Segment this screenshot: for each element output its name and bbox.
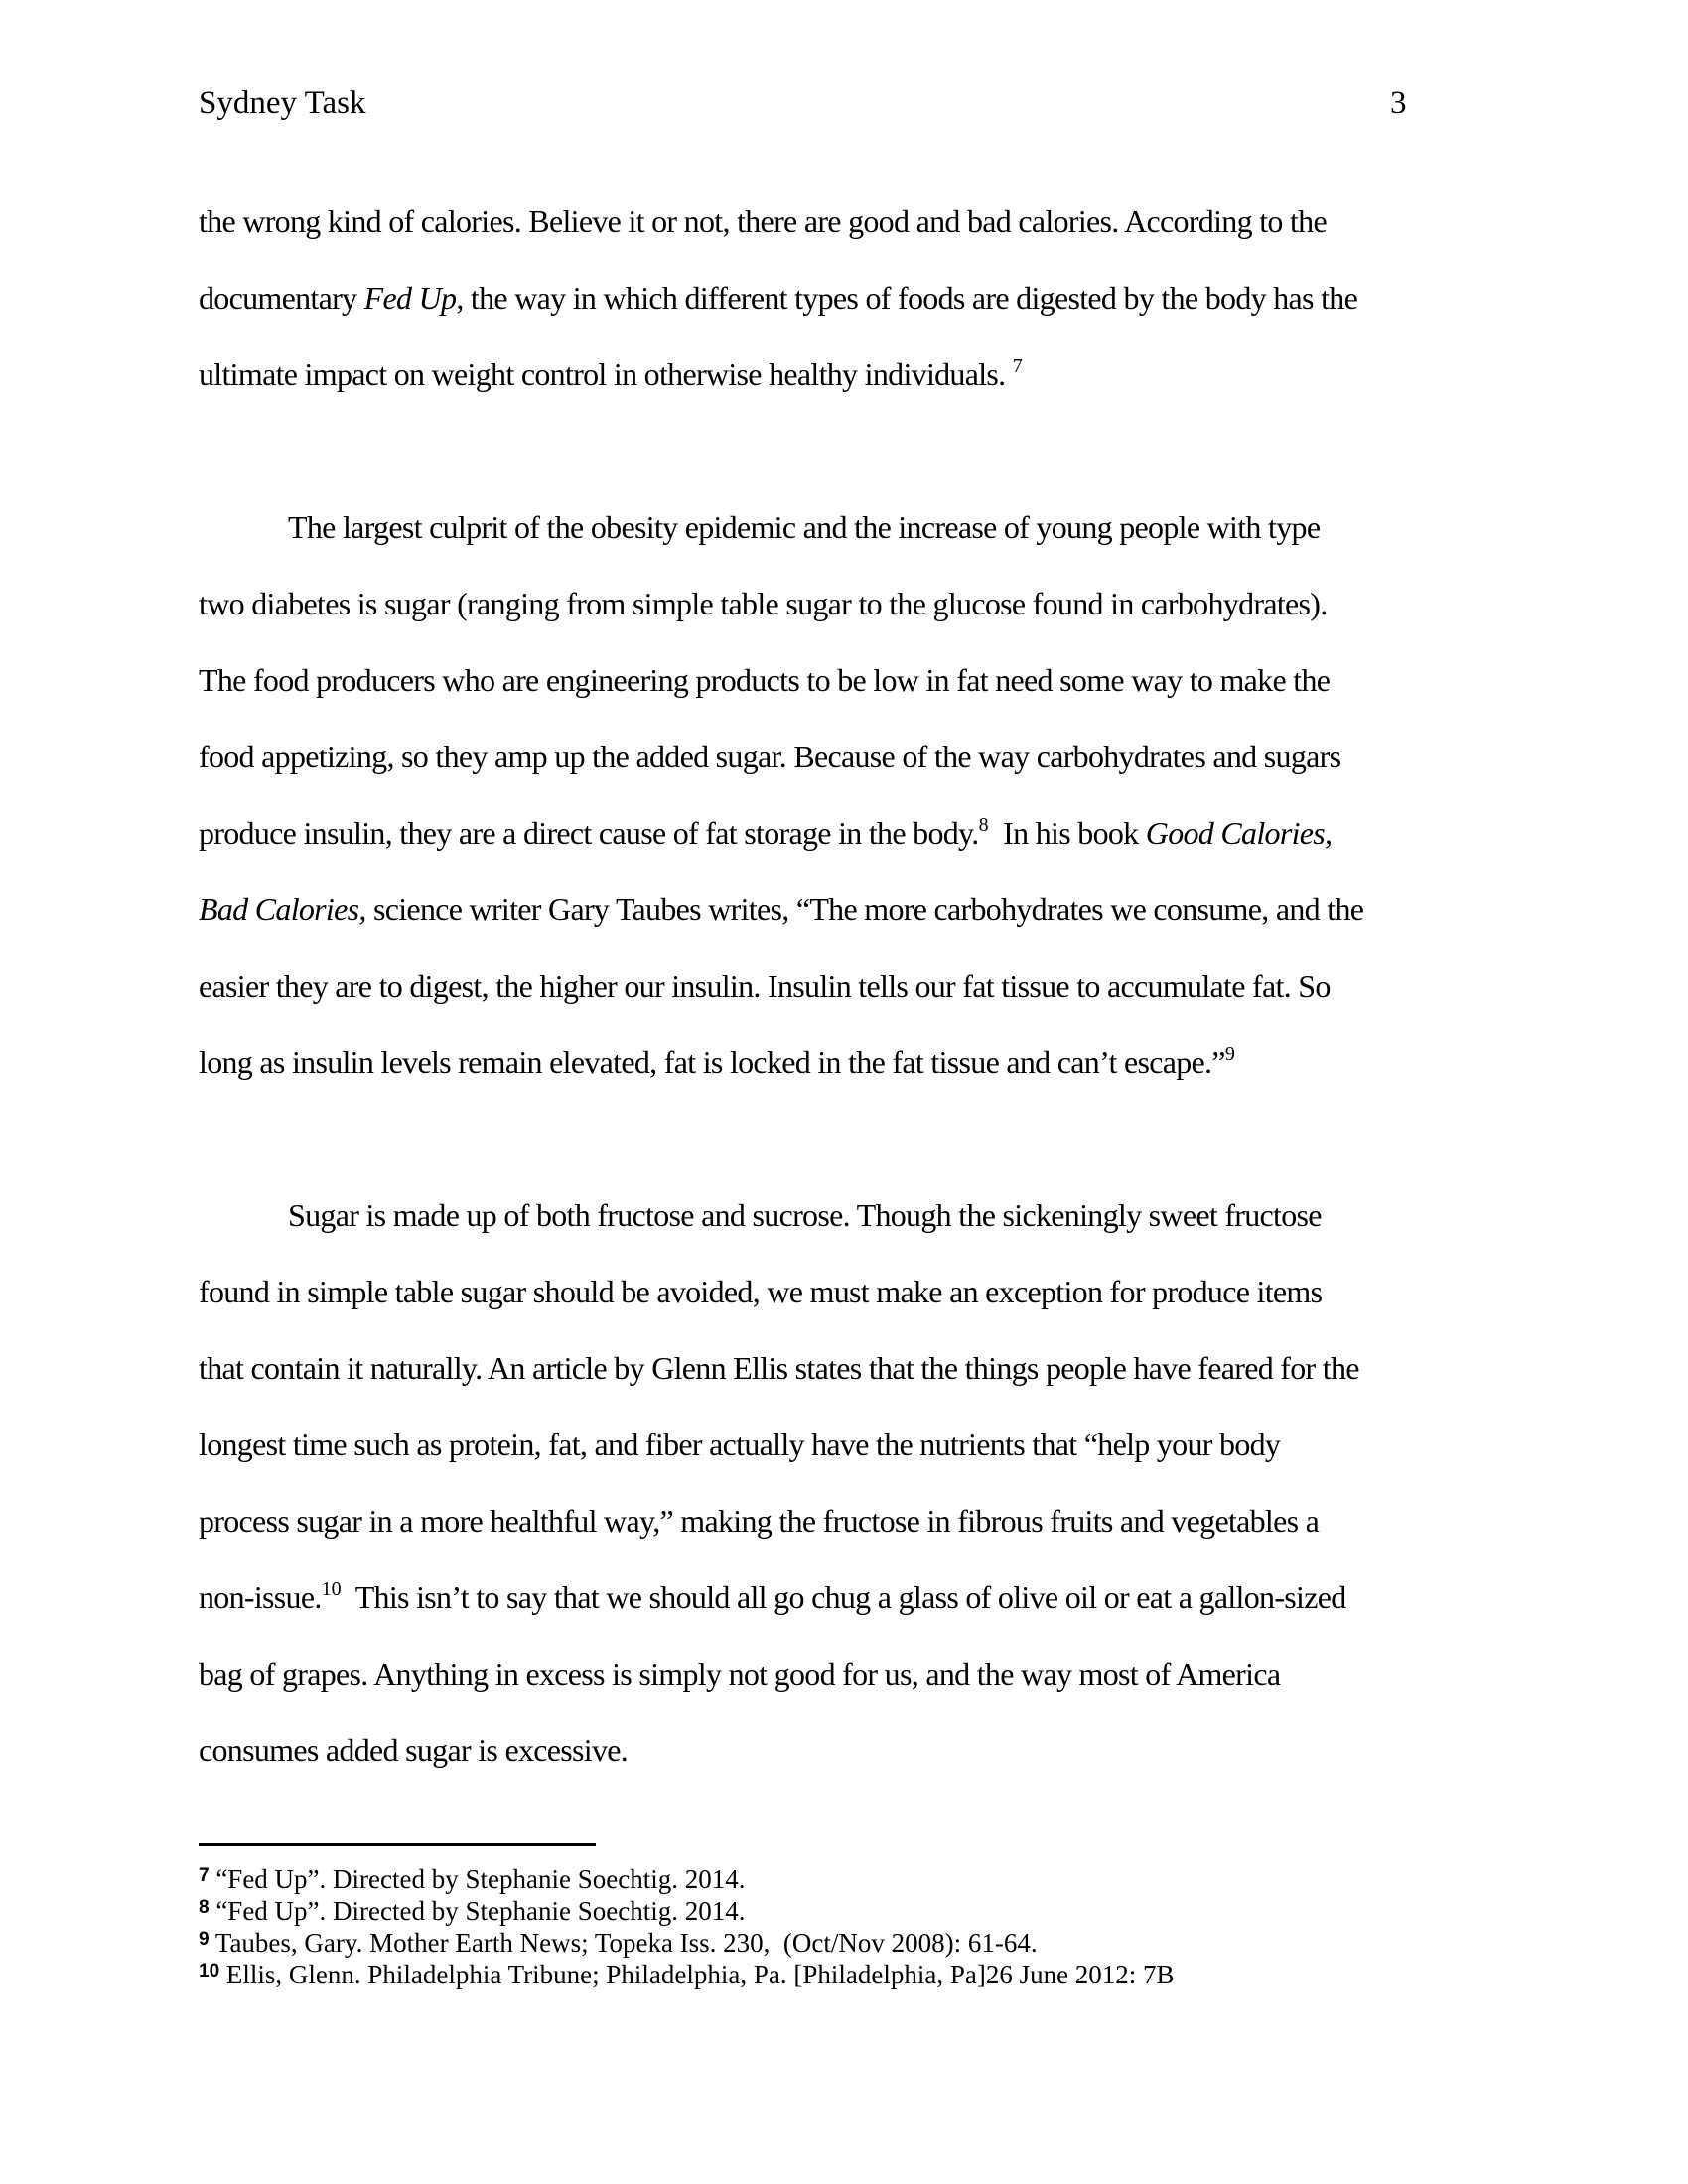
- text-segment: science writer Gary Taubes writes, “The more carbohydrates we consume, and the: [365, 891, 1364, 927]
- text-segment: In his book: [988, 815, 1146, 851]
- text-line: [199, 1483, 1499, 1560]
- italic-text-segment: Good Calories,: [1145, 815, 1333, 851]
- footnote-number: 8: [199, 1897, 210, 1918]
- paragraph-3: [199, 1177, 1499, 1789]
- text-segment: The food producers who are engineering products to be low in fat need some way to make the: [199, 662, 1331, 698]
- text-segment: longest time such as protein, fat, and fiber actually have the nutrients that “help your body: [199, 1427, 1281, 1462]
- text-segment: , the way in which different types of foods are digested by the body has the: [456, 280, 1358, 316]
- text-segment: the wrong kind of calories. Believe it or not, there are good and bad calories. According to the: [199, 204, 1327, 239]
- text-line: [199, 1636, 1499, 1712]
- text-line: [199, 1330, 1499, 1407]
- footnote-10: $^{10}$ Ellis, Glenn. Philadelphia Tribune; Philadelphia, Pa. [Philadelphia, Pa]26 June 2012: 7B: [199, 1960, 1175, 1989]
- text-segment: process sugar in a more healthful way,” making the fructose in fibrous fruits and vegetables a: [199, 1503, 1320, 1539]
- text-segment: This isn’t to say that we should all go chug a glass of olive oil or eat a gallon-sized: [341, 1579, 1346, 1615]
- text-line: [199, 489, 1499, 566]
- text-segment: ultimate impact on weight control in otherwise healthy individuals.: [199, 356, 1013, 392]
- text-segment: consumes added sugar is excessive.: [199, 1732, 629, 1768]
- italic-text-segment: Bad Calories,: [199, 891, 366, 927]
- text-line: [199, 260, 1499, 337]
- italic-text-segment: Fed Up: [363, 280, 457, 316]
- text-segment: long as insulin levels remain elevated, fat is locked in the fat tissue and can’t escape.”: [199, 1044, 1225, 1080]
- text-line: [199, 1254, 1499, 1330]
- footnote-9: $^9$ Taubes, Gary. Mother Earth News; Topeka Iss. 230, (Oct/Nov 2008): 61-64.: [199, 1928, 1038, 1958]
- text-segment: that contain it naturally. An article by Glenn Ellis states that the things people have feared for the: [199, 1350, 1359, 1386]
- footnote-number: 10: [199, 1961, 220, 1981]
- text-segment: The largest culprit of the obesity epidemic and the increase of young people with type: [288, 509, 1321, 545]
- footnote-reference: 8: [978, 814, 989, 836]
- paragraph-2: [199, 489, 1499, 1101]
- footnote-reference: 7: [1012, 355, 1023, 377]
- footnote-separator: [199, 1843, 596, 1846]
- text-line: [199, 1177, 1499, 1254]
- footnote-reference: 10: [321, 1578, 342, 1600]
- footnote-8: $^8$ “Fed Up”. Directed by Stephanie Soechtig. 2014.: [199, 1896, 746, 1926]
- footnote-number: 7: [199, 1865, 210, 1886]
- footnote-number: 9: [199, 1929, 210, 1950]
- text-line: [199, 872, 1499, 948]
- header-author: Sydney Task: [199, 85, 366, 121]
- text-line: [199, 337, 1499, 413]
- text-line: [199, 795, 1499, 872]
- header-page-number: 3: [1390, 85, 1407, 121]
- footnote-7: $^7$ “Fed Up”. Directed by Stephanie Soechtig. 2014.: [199, 1864, 746, 1894]
- text-segment: two diabetes is sugar (ranging from simple table sugar to the glucose found in carbohydrates).: [199, 586, 1328, 621]
- footnote-reference: 9: [1224, 1043, 1235, 1065]
- text-line: [199, 184, 1499, 260]
- text-segment: produce insulin, they are a direct cause of fat storage in the body.: [199, 815, 979, 851]
- text-segment: documentary: [199, 280, 364, 316]
- text-segment: Sugar is made up of both fructose and sucrose. Though the sickeningly sweet fructose: [288, 1197, 1322, 1233]
- text-line: [199, 1560, 1499, 1636]
- text-segment: easier they are to digest, the higher our insulin. Insulin tells our fat tissue to accumulate fat. So: [199, 968, 1331, 1004]
- text-segment: found in simple table sugar should be avoided, we must make an exception for produce items: [199, 1274, 1323, 1309]
- text-line: [199, 566, 1499, 642]
- text-line: [199, 642, 1499, 719]
- text-line: [199, 1407, 1499, 1483]
- text-line: [199, 1024, 1499, 1101]
- text-line: [199, 719, 1499, 795]
- text-segment: non-issue.: [199, 1579, 322, 1615]
- document-body: [199, 184, 1499, 1865]
- text-segment: food appetizing, so they amp up the added sugar. Because of the way carbohydrates and sugars: [199, 739, 1341, 774]
- footnote-area: [199, 1843, 1499, 1990]
- text-segment: bag of grapes. Anything in excess is simply not good for us, and the way most of America: [199, 1656, 1281, 1692]
- footnote-list: [199, 1863, 1499, 1990]
- text-line: [199, 1712, 1499, 1789]
- text-line: [199, 948, 1499, 1024]
- paragraph-1: [199, 184, 1499, 413]
